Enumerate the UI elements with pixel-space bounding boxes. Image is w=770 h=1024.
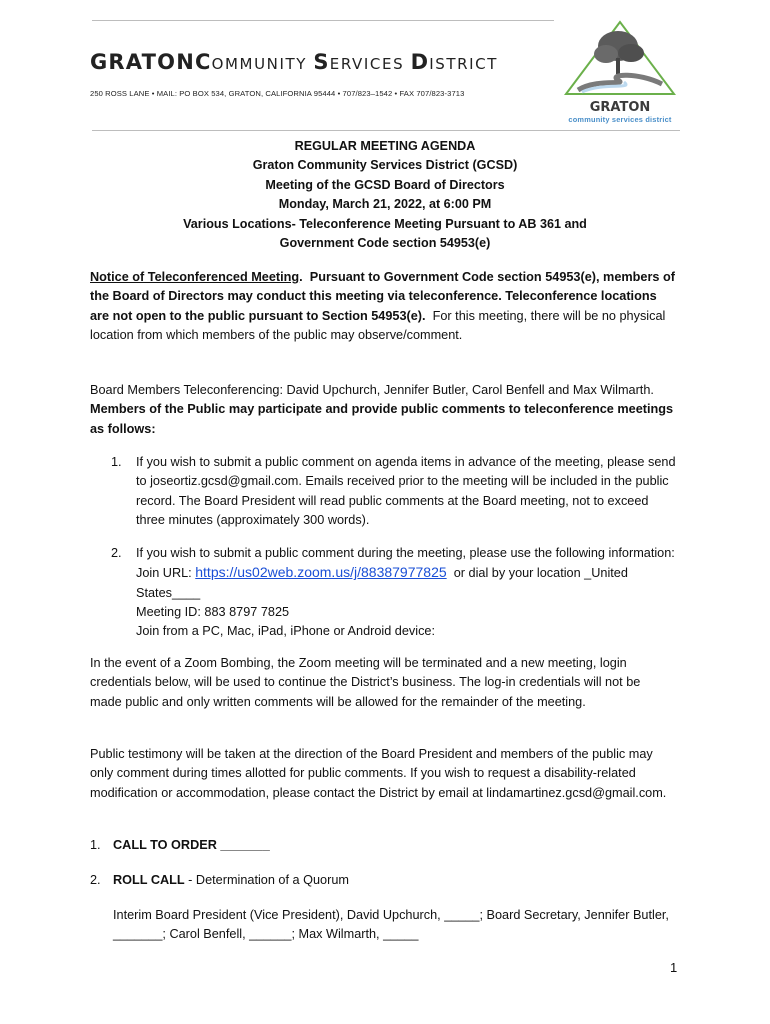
title-line: REGULAR MEETING AGENDA — [294, 139, 476, 153]
logo-subtitle: community services district — [568, 115, 672, 124]
logo-name: GRATON — [589, 100, 651, 115]
agenda-title-block — [90, 137, 680, 253]
board-members-paragraph — [90, 381, 675, 439]
title-line: Various Locations- Teleconference Meeting Pursuant to AB 361 and — [183, 216, 587, 231]
meeting-id: Meeting ID: 883 8797 7825 — [136, 604, 290, 619]
zoom-join-link[interactable]: https://us02web.zoom.us/j/88387977825 — [195, 564, 447, 581]
board-members-text: Board Members Teleconferencing: David Upchurch, Jennifer Butler, Carol Benfell and Max Wilmarth. — [90, 383, 654, 397]
section-roll-call: ROLL CALL - Determination of a Quorum — [113, 873, 349, 887]
roll-call-detail: Interim Board President (Vice President), David Upchurch, _____; Board Secretary, Jennifer Butler, _______; Carol Benfell, ______; Max Wilmarth, _____ — [113, 908, 669, 942]
title-line: Government Code section 54953(e) — [279, 236, 491, 251]
organization-name: GRATONCOMMUNITY SERVICES DISTRICT — [90, 50, 498, 74]
item-meeting-comment: If you wish to submit a public comment during the meeting, please use the following information: Join URL: https://us02web.zoom.us/j/88387977825 or dial by your location _United States____ Meeting ID: 883 8797 7825 Join from a PC, Mac, iPad, iPhone or Android device: — [136, 546, 675, 639]
section-number: 1. — [90, 838, 101, 852]
title-line: Meeting of the GCSD Board of Directors — [265, 177, 505, 192]
title-line: Monday, March 21, 2022, at 6:00 PM — [278, 197, 492, 212]
notice-heading: Notice of Teleconferenced Meeting — [90, 270, 300, 284]
page-number: 1 — [670, 960, 678, 975]
section-call-to-order: CALL TO ORDER _______ — [113, 838, 270, 852]
notice-paragraph: Notice of Teleconferenced Meeting. Pursuant to Government Code section 54953(e), members of the Board of Directors may conduct this meeting via teleconference. Teleconference locations are not open to the public pursuant to Section 54953(e). For this meeting, there will be no physical location from which members of the public may observe/comment. — [90, 270, 675, 342]
public-participation-text: Members of the Public may participate and provide public comments to teleconference meetings as follows: — [90, 402, 674, 436]
item-number: 2. — [111, 546, 122, 560]
organization-address: 250 ROSS LANE • MAIL: PO BOX 534, GRATON, CALIFORNIA 95444 • 707/823–1542 • FAX 707/823-3713 — [90, 89, 465, 98]
join-devices: Join from a PC, Mac, iPad, iPhone or Android device: — [136, 624, 436, 639]
item-advance-comment: If you wish to submit a public comment on agenda items in advance of the meeting, please send to joseortiz.gcsd@gmail.com. Emails received prior to the meeting will be included in the public record. The Board President will read public comments at the Board meeting, not to exceed three minutes (approximately 300 words). — [136, 455, 676, 527]
notice-bold-text: Pursuant to Government Code section 54953(e), members of the Board of Directors may conduct this meeting via teleconference. Teleconference locations are not open to the public pursuant to Section 54953(e). — [90, 270, 675, 323]
zoom-bombing-paragraph: In the event of a Zoom Bombing, the Zoom meeting will be terminated and a new meeting, login credentials below, will be used to continue the District’s business. The log-in credentials will not be made public and only written comments will be allowed for the remainder of the meeting. — [90, 656, 641, 709]
title-line: Graton Community Services District (GCSD) — [252, 158, 518, 173]
notice-normal-text: For this meeting, there will be no physical location from which members of the public may observe/comment. — [90, 308, 666, 342]
section-number: 2. — [90, 873, 101, 887]
item-number: 1. — [111, 455, 122, 469]
top-rule — [92, 20, 554, 21]
public-testimony-paragraph: Public testimony will be taken at the direction of the Board President and members of the public may only comment during times allotted for public comments. If you wish to request a disability-related modification or accommodation, please contact the District by email at lindamartinez.gcsd@gmail.com. — [90, 747, 667, 800]
